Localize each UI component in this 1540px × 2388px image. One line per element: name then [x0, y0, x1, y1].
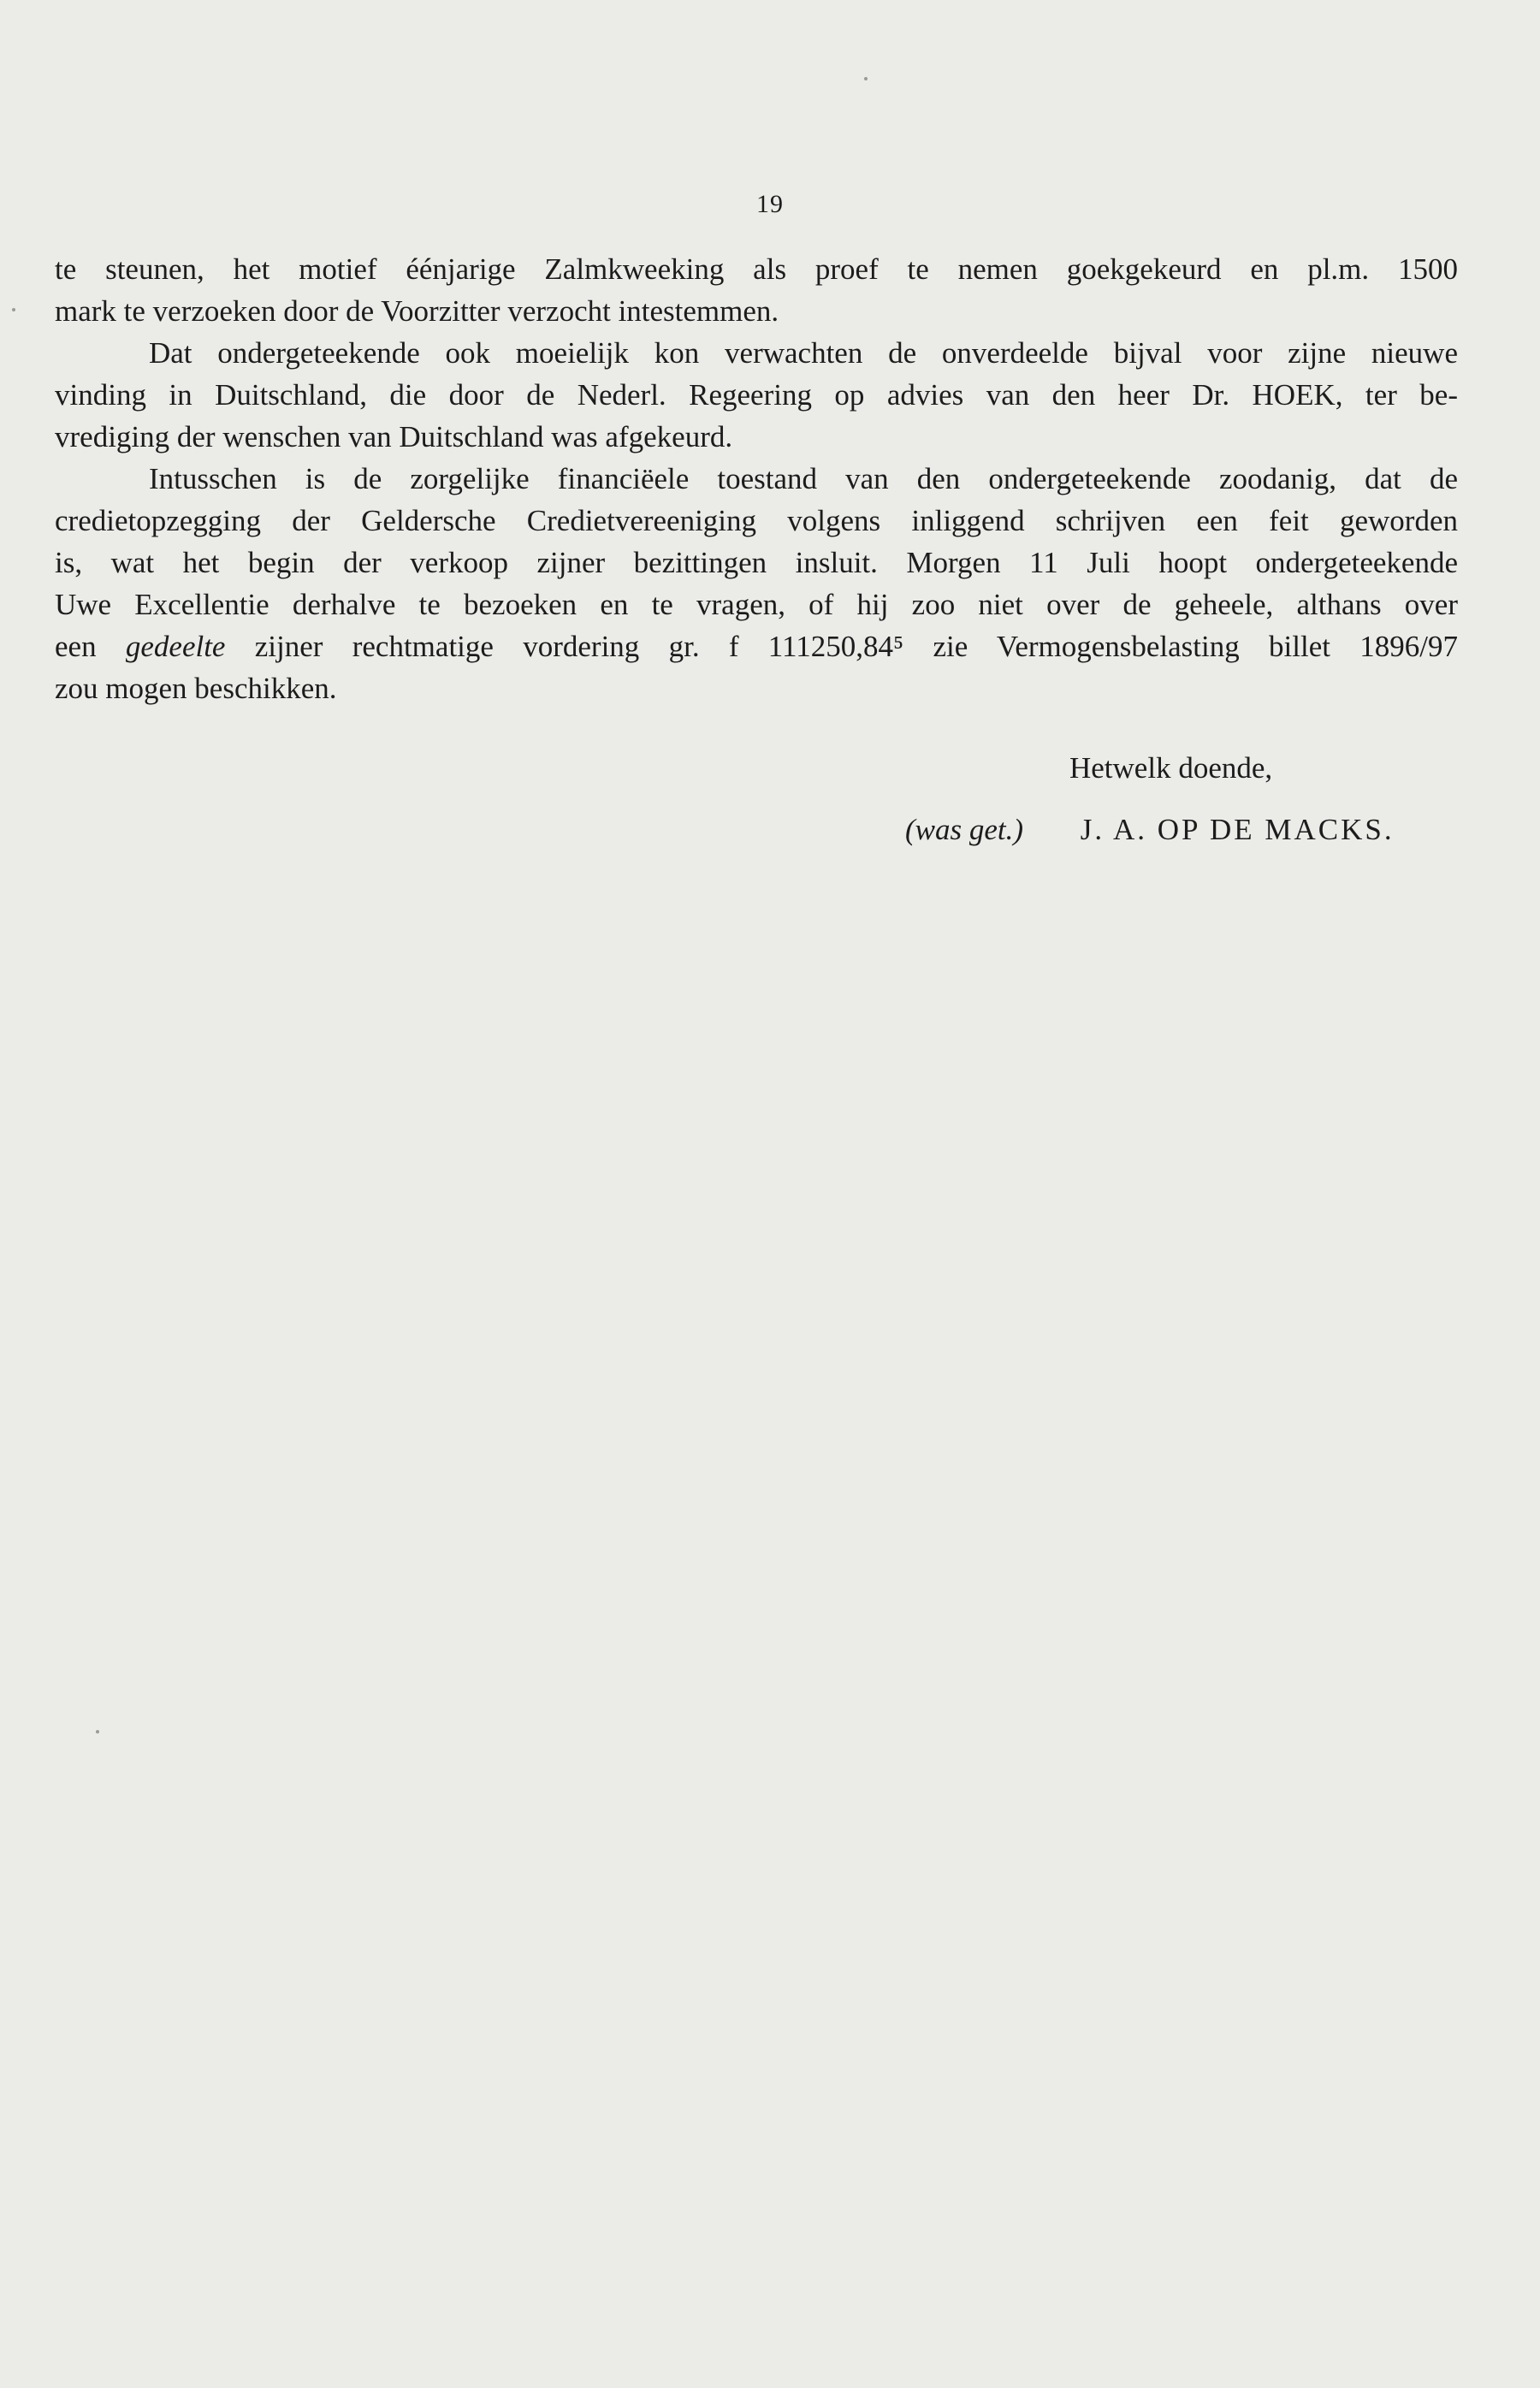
paper-speck: [96, 1730, 99, 1733]
text-line: te steunen, het motief éénjarige Zalmkweeking als proef te nemen goekgekeurd en pl.m. 1500: [55, 252, 1458, 286]
text-segment: een: [55, 630, 126, 663]
text-line: vinding in Duitschland, die door de Nederl. Regeering op advies van den heer Dr. HOEK, ter be-: [55, 378, 1458, 412]
signatory-name: J. A. OP DE MACKS.: [1080, 813, 1395, 846]
text-line: Intusschen is de zorgelijke financiëele toestand van den ondergeteekende zoodanig, dat de: [149, 462, 1458, 495]
paragraph-2: [55, 332, 1458, 458]
was-get-note: (was get.): [905, 813, 1024, 846]
paragraph-3: [55, 458, 1458, 709]
paragraph-1: [55, 248, 1458, 332]
text-line: zou mogen beschikken.: [55, 672, 337, 705]
text-line: mark te verzoeken door de Voorzitter verzocht intestemmen.: [55, 294, 779, 328]
text-line: is, wat het begin der verkoop zijner bezittingen insluit. Morgen 11 Juli hoopt ondergeteekende: [55, 546, 1458, 579]
text-line-with-italic: [55, 625, 1458, 667]
text-line: credietopzegging der Geldersche Credietvereeniging volgens inliggend schrijven een feit geworden: [55, 504, 1458, 537]
text-line: Uwe Excellentie derhalve te bezoeken en te vragen, of hij zoo niet over de geheele, althans over: [55, 588, 1458, 621]
paper-speck: [12, 308, 15, 311]
closing-phrase: Hetwelk doende,: [1069, 751, 1273, 785]
signature-block: [905, 813, 1395, 847]
italic-word: gedeelte: [125, 630, 226, 663]
letter-body: [55, 248, 1458, 709]
page-number: 19: [756, 190, 784, 218]
text-line: Dat ondergeteekende ook moeielijk kon verwachten de onverdeelde bijval voor zijne nieuwe: [149, 336, 1458, 370]
text-segment: zijner rechtmatige vordering gr. f 111250,84⁵ zie Vermogensbelasting billet 1896/97: [225, 630, 1458, 663]
text-line: vrediging der wenschen van Duitschland was afgekeurd.: [55, 420, 733, 453]
paper-speck: [864, 77, 868, 80]
